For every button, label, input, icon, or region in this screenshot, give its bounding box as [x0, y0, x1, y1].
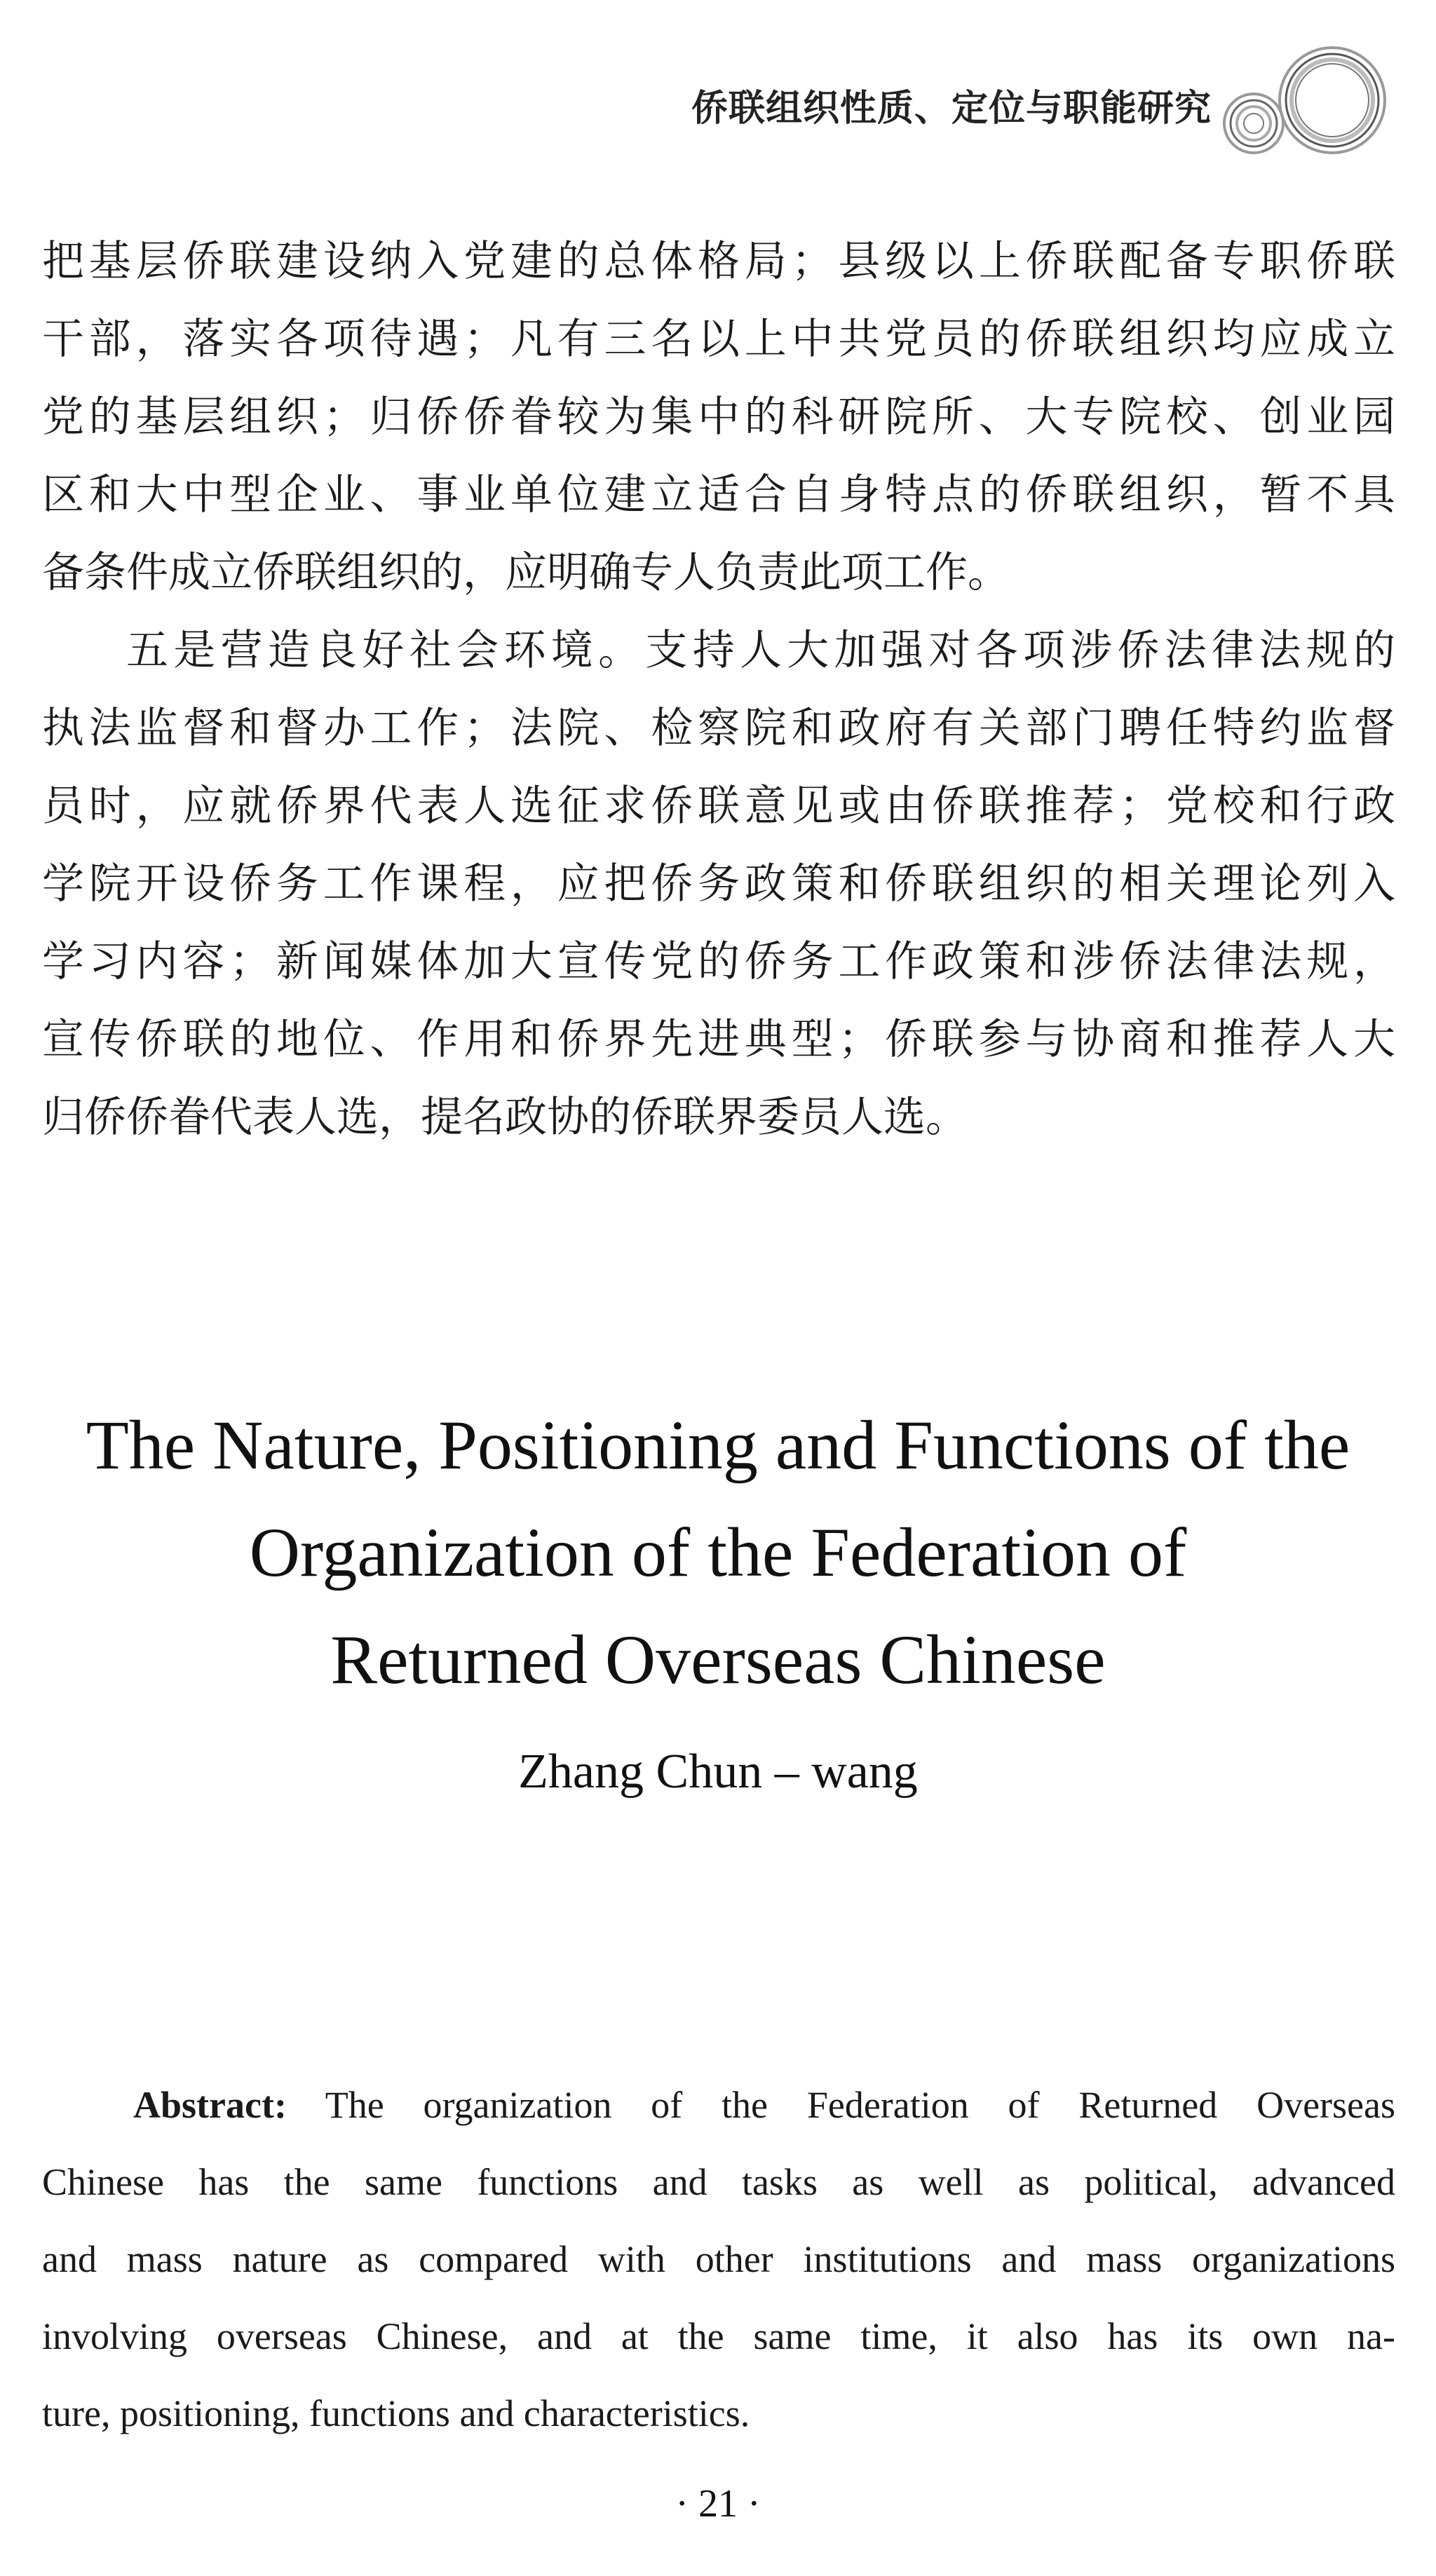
concentric-circles-icon	[1220, 41, 1395, 167]
running-header-title: 侨联组织性质、定位与职能研究	[691, 88, 1212, 130]
chinese-paragraph-2	[42, 612, 1395, 1157]
text-line: 五是营造良好社会环境。支持人大加强对各项涉侨法律法规的	[126, 626, 1395, 675]
text-line: 归侨侨眷代表人选，提名政协的侨联界委员人选。	[42, 1093, 968, 1142]
abstract-line: and mass nature as compared with other institutions and mass organizations	[42, 2238, 1395, 2280]
english-title	[0, 1391, 1436, 1713]
text-line: 区和大中型企业、事业单位建立适合自身特点的侨联组织，暂不具	[42, 470, 1395, 519]
text-line: 学院开设侨务工作课程，应把侨务政策和侨联组织的相关理论列入	[42, 859, 1395, 908]
text-line: 执法监督和督办工作；法院、检察院和政府有关部门聘任特约监督	[42, 704, 1395, 753]
text-line: 干部，落实各项待遇；凡有三名以上中共党员的侨联组织均应成立	[42, 315, 1395, 364]
author-name: Zhang Chun – wang	[518, 1745, 918, 1799]
text-line: 员时，应就侨界代表人选征求侨联意见或由侨联推荐；党校和行政	[42, 782, 1395, 831]
abstract-line: involving overseas Chinese, and at the same time, it also has its own na-	[42, 2315, 1395, 2357]
text-line: 党的基层组织；归侨侨眷较为集中的科研院所、大专院校、创业园	[42, 393, 1395, 442]
title-line: Returned Overseas Chinese	[330, 1621, 1106, 1698]
abstract-line: Chinese has the same functions and tasks as well as political, advanced	[42, 2161, 1395, 2203]
title-line: The Nature, Positioning and Functions of the	[86, 1406, 1350, 1484]
text-line: 备条件成立侨联组织的，应明确专人负责此项工作。	[42, 548, 1010, 597]
abstract	[42, 2066, 1395, 2452]
text-line: 学习内容；新闻媒体加大宣传党的侨务工作政策和涉侨法律法规，	[42, 937, 1395, 986]
abstract-line: ture, positioning, functions and characteristics.	[42, 2392, 750, 2434]
abstract-text: The organization of the Federation of Returned Overseas	[325, 2084, 1395, 2126]
chinese-paragraph-1	[42, 223, 1395, 612]
text-line: 宣传侨联的地位、作用和侨界先进典型；侨联参与协商和推荐人大	[42, 1015, 1395, 1064]
page-number: · 21 ·	[675, 2482, 761, 2526]
title-line: Organization of the Federation of	[249, 1513, 1187, 1591]
abstract-line	[42, 2066, 1395, 2144]
text-line: 把基层侨联建设纳入党建的总体格局；县级以上侨联配备专职侨联	[42, 237, 1395, 286]
abstract-label: Abstract:	[133, 2084, 287, 2126]
